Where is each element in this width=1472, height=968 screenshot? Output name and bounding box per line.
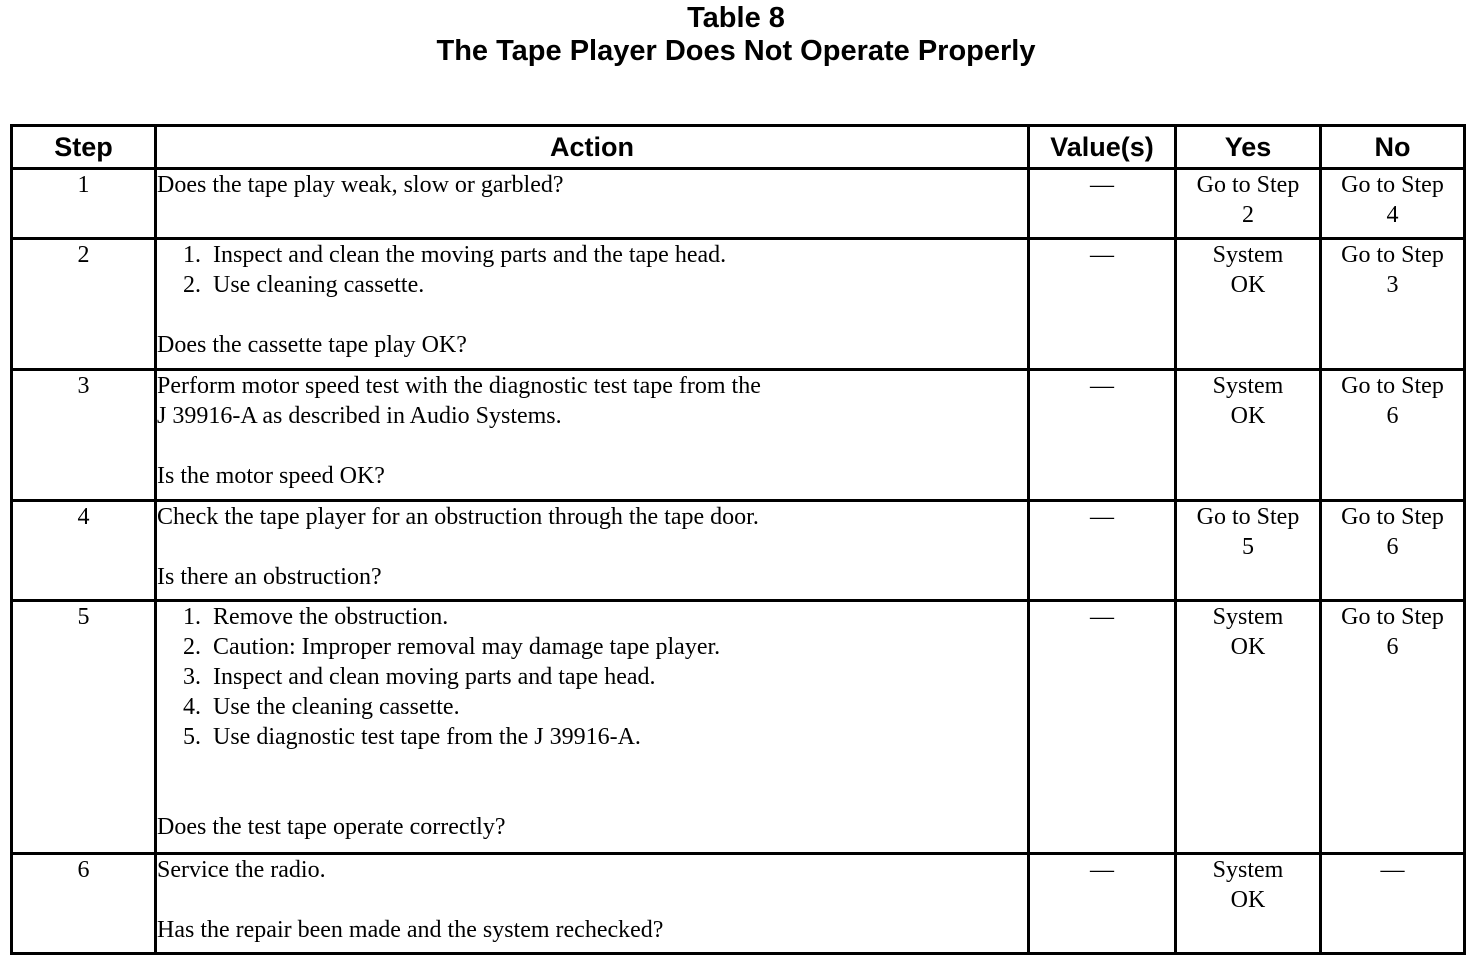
list-item: 4. Use the cleaning cassette.	[183, 694, 460, 720]
list-item: 1. Inspect and clean the moving parts and the tape head.	[183, 242, 727, 268]
action-question: Does the test tape operate correctly?	[157, 814, 506, 840]
yes-cell	[1176, 854, 1321, 954]
value-cell: —	[1029, 239, 1176, 370]
list-item: 3. Inspect and clean moving parts and tape head.	[183, 664, 656, 690]
no-line-2: 4	[1386, 202, 1399, 228]
no-line-2: 6	[1386, 534, 1399, 560]
yes-line-1: System	[1212, 857, 1284, 883]
header-action: Action	[156, 126, 1029, 169]
header-yes: Yes	[1176, 126, 1321, 169]
table-number: Table 8	[687, 2, 785, 34]
list-item: 5. Use diagnostic test tape from the J 39916-A.	[183, 724, 641, 750]
value-cell: —	[1029, 501, 1176, 601]
yes-line-2: 2	[1242, 202, 1254, 228]
action-steps	[157, 240, 1027, 300]
no-cell	[1321, 501, 1465, 601]
no-line-1: Go to Step	[1341, 504, 1444, 530]
value-cell: —	[1029, 601, 1176, 854]
header-values: Value(s)	[1029, 126, 1176, 169]
yes-line-2: OK	[1230, 403, 1266, 429]
header-no: No	[1321, 126, 1465, 169]
action-text-line-1: Perform motor speed test with the diagnostic test tape from the	[157, 373, 761, 399]
yes-line-1: System	[1212, 373, 1284, 399]
step-number: 5	[12, 601, 156, 854]
header-row	[12, 126, 1465, 169]
action-cell	[156, 601, 1029, 854]
list-item: 1. Remove the obstruction.	[183, 604, 449, 630]
no-cell	[1321, 169, 1465, 239]
yes-line-2: OK	[1230, 272, 1266, 298]
action-cell	[156, 370, 1029, 501]
no-line-2: 6	[1386, 403, 1399, 429]
yes-line-1: Go to Step	[1196, 504, 1300, 530]
step-number: 3	[12, 370, 156, 501]
action-text: Does the tape play weak, slow or garbled?	[157, 172, 564, 198]
yes-cell	[1176, 370, 1321, 501]
no-cell	[1321, 370, 1465, 501]
action-question: Is the motor speed OK?	[157, 463, 385, 489]
no-line-1: Go to Step	[1341, 242, 1444, 268]
action-question: Has the repair been made and the system rechecked?	[157, 917, 664, 943]
yes-cell	[1176, 501, 1321, 601]
no-line-2: 3	[1386, 272, 1399, 298]
yes-line-2: OK	[1230, 887, 1266, 913]
list-item: 2. Caution: Improper removal may damage tape player.	[183, 634, 721, 660]
yes-cell	[1176, 601, 1321, 854]
table-row	[12, 169, 1465, 239]
value-cell: —	[1029, 370, 1176, 501]
header-step: Step	[12, 126, 156, 169]
value-cell: —	[1029, 854, 1176, 954]
list-item: 2. Use cleaning cassette.	[183, 272, 425, 298]
table-title	[0, 2, 1472, 68]
no-cell	[1321, 239, 1465, 370]
table-row	[12, 501, 1465, 601]
yes-cell	[1176, 169, 1321, 239]
no-line-2: 6	[1386, 634, 1399, 660]
no-line-1: —	[1380, 857, 1405, 883]
yes-line-2: 5	[1242, 534, 1254, 560]
yes-cell	[1176, 239, 1321, 370]
diagnostic-table	[10, 124, 1466, 955]
action-cell	[156, 854, 1029, 954]
no-line-1: Go to Step	[1341, 172, 1444, 198]
no-line-1: Go to Step	[1341, 373, 1444, 399]
action-text-line-2: J 39916-A as described in Audio Systems.	[157, 403, 562, 429]
table-row	[12, 239, 1465, 370]
yes-line-2: OK	[1230, 634, 1266, 660]
yes-line-1: System	[1212, 604, 1284, 630]
action-cell	[156, 239, 1029, 370]
action-steps	[157, 602, 1027, 752]
action-question: Is there an obstruction?	[157, 564, 382, 590]
table-row	[12, 370, 1465, 501]
action-cell	[156, 169, 1029, 239]
yes-line-1: System	[1212, 242, 1284, 268]
no-line-1: Go to Step	[1341, 604, 1444, 630]
step-number: 4	[12, 501, 156, 601]
action-question: Does the cassette tape play OK?	[157, 332, 467, 358]
table-heading: The Tape Player Does Not Operate Properly	[436, 35, 1036, 67]
step-number: 1	[12, 169, 156, 239]
step-number: 6	[12, 854, 156, 954]
action-text: Service the radio.	[157, 857, 326, 883]
action-text: Check the tape player for an obstruction through the tape door.	[157, 504, 759, 530]
action-cell	[156, 501, 1029, 601]
step-number: 2	[12, 239, 156, 370]
value-cell: —	[1029, 169, 1176, 239]
table-row	[12, 601, 1465, 854]
yes-line-1: Go to Step	[1196, 172, 1300, 198]
no-cell	[1321, 601, 1465, 854]
no-cell	[1321, 854, 1465, 954]
table-row	[12, 854, 1465, 954]
